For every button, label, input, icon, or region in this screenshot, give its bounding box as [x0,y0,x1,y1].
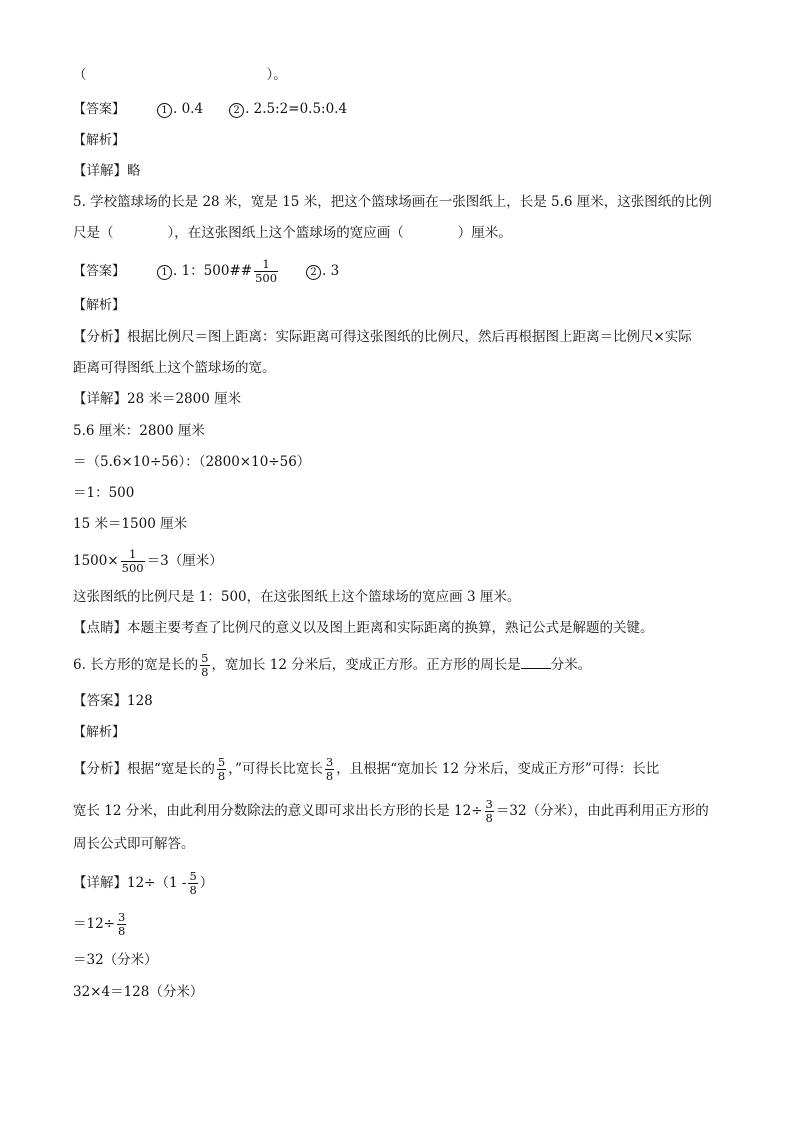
q4-detail: 【详解】略 [73,163,141,179]
q5-detail-5: 15 米＝1500 厘米 [73,516,188,532]
answer-text: . 0.4 [173,101,204,117]
frac-den: 8 [325,769,334,783]
stem-part: 6. 长方形的宽是长的 [73,657,199,673]
q5-answer [73,258,339,285]
answer-text: . 1：500## [173,263,253,279]
frac-num: 3 [325,755,334,769]
q5-analysis-line2: 距离可得图纸上这个篮球场的宽。 [73,360,276,376]
expr-part: ＝3（厘米） [146,553,223,569]
expr-part: 【详解】12÷（1 - [73,875,187,891]
fraction [117,911,126,938]
stem-part: 分米。 [550,657,592,673]
q4-jiexi: 【解析】 [73,133,126,148]
frac-den: 8 [217,769,226,783]
fraction [254,258,278,285]
answer-label: 【答案】 [73,264,126,279]
q6-detail-1 [73,870,213,897]
frac-num: 1 [128,547,137,561]
frac-den: 8 [201,665,209,679]
circled-number: 1 [157,265,172,280]
q5-comment: 【点睛】本题主要考查了比例尺的意义以及图上距离和实际距离的换算，熟记公式是解题的关键。 [73,620,654,636]
frac-num: 1 [262,257,270,271]
expr-part: ） [199,875,214,891]
q6-answer: 【答案】128 [73,693,153,709]
q6-detail-4: 32×4＝128（分米） [73,984,204,1000]
text-part: 宽长 12 分米，由此利用分数除法的意义即可求出长方形的长是 12÷ [73,803,483,819]
q5-detail-4: ＝1：500 [73,485,135,501]
q5-detail-3: ＝（5.6×10÷56）：（2800×10÷56） [73,454,311,470]
open-paren: （ [73,67,87,83]
frac-num: 5 [217,755,226,769]
text-part: ，”可得长比宽长 [228,761,323,777]
answer-blank [521,656,551,669]
expr-part: ＝12÷ [73,916,115,932]
q6-analysis-line1 [73,756,659,783]
fraction [485,798,494,825]
answer-text: . 2.5:2=0.5:0.4 [245,101,348,117]
text-part: 【分析】根据“宽是长的 [73,761,215,777]
fraction [217,756,226,783]
fraction [325,756,334,783]
q6-jiexi: 【解析】 [73,725,126,740]
fraction [200,652,209,679]
q6-stem [73,652,591,679]
text-part: ，且根据“宽加长 12 分米后，变成正方形”可得：长比 [336,761,660,777]
frac-den: 500 [121,561,144,575]
frac-den: 8 [189,883,197,897]
answer-text: . 3 [322,263,340,279]
q6-analysis-line3: 周长公式即可解答。 [73,836,195,852]
q5-stem-line1: 5. 学校篮球场的长是 28 米，宽是 15 米，把这个篮球场画在一张图纸上，长是 5.6 厘米，这张图纸的比例 [73,194,712,210]
circled-number: 2 [229,103,244,118]
q6-detail-3: ＝32（分米） [73,952,158,968]
fraction [188,870,197,897]
circled-number: 2 [306,265,321,280]
frac-den: 8 [485,811,493,825]
q5-analysis-line1: 【分析】根据比例尺＝图上距离：实际距离可得这张图纸的比例尺，然后再根据图上距离＝比例尺×实际 [73,329,692,345]
q5-detail-2: 5.6 厘米：2800 厘米 [73,423,205,439]
q5-jiexi: 【解析】 [73,298,126,313]
fraction [121,548,145,575]
q5-detail-6 [73,548,223,575]
frac-num: 5 [201,651,209,665]
text-part: ＝32（分米），由此再利用正方形的 [495,803,709,819]
q5-stem-line2: 尺是（ ），在这张图纸上这个篮球场的宽应画（ ）厘米。 [73,225,512,241]
stem-part: ，宽加长 12 分米后，变成正方形。正方形的周长是 [211,657,521,673]
frac-num: 3 [118,910,126,924]
q5-detail-1: 【详解】28 米＝2800 厘米 [73,391,242,407]
frac-den: 8 [118,924,126,938]
frac-num: 5 [189,869,197,883]
close-paren: ）。 [266,67,287,83]
q4-blank-line [73,66,287,84]
frac-num: 3 [485,797,493,811]
q6-analysis-line2 [73,798,709,825]
q6-detail-2 [73,911,128,938]
expr-part: 1500× [73,553,119,569]
frac-den: 500 [255,271,278,285]
q4-answer [73,100,347,119]
q5-conclusion: 这张图纸的比例尺是 1：500，在这张图纸上这个篮球场的宽应画 3 厘米。 [73,589,521,605]
answer-label: 【答案】 [73,102,126,117]
circled-number: 1 [157,103,172,118]
